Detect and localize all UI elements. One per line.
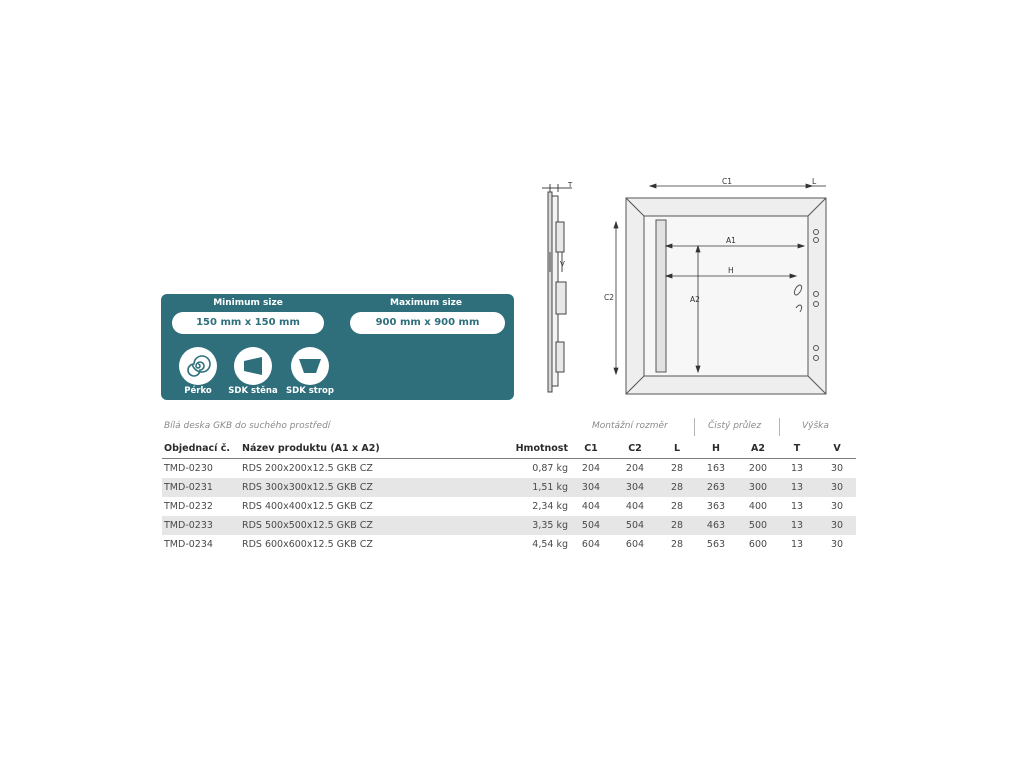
cell-h: 363 bbox=[706, 501, 726, 512]
cell-a2: 300 bbox=[748, 482, 768, 493]
cell-code: TMD-0230 bbox=[164, 463, 213, 474]
dim-label-l: L bbox=[812, 177, 817, 186]
cell-l: 28 bbox=[670, 501, 684, 512]
table-row bbox=[162, 535, 856, 554]
header-code: Objednací č. bbox=[164, 443, 230, 454]
table-caption: Bílá deska GKB do suchého prostředí bbox=[164, 421, 331, 431]
table-header-row bbox=[162, 436, 856, 459]
cell-a2: 400 bbox=[748, 501, 768, 512]
cell-name: RDS 400x400x12.5 GKB CZ bbox=[242, 501, 373, 512]
cell-a2: 500 bbox=[748, 520, 768, 531]
cell-h: 563 bbox=[706, 539, 726, 550]
cell-mass: 3,35 kg bbox=[532, 520, 568, 531]
table-caption-row bbox=[162, 418, 856, 436]
cell-code: TMD-0234 bbox=[164, 539, 213, 550]
cell-mass: 4,54 kg bbox=[532, 539, 568, 550]
cell-h: 463 bbox=[706, 520, 726, 531]
group-separator bbox=[779, 418, 780, 436]
cell-c2: 204 bbox=[625, 463, 645, 474]
cell-c1: 404 bbox=[581, 501, 601, 512]
table-row bbox=[162, 497, 856, 516]
cell-a2: 600 bbox=[748, 539, 768, 550]
group-height-label: Výška bbox=[802, 421, 829, 431]
table-row bbox=[162, 478, 856, 497]
side-label-v: V bbox=[560, 260, 565, 268]
size-info-panel bbox=[161, 294, 514, 400]
cell-mass: 0,87 kg bbox=[532, 463, 568, 474]
drywall-ceiling-label: SDK strop bbox=[286, 386, 334, 396]
cell-c2: 404 bbox=[625, 501, 645, 512]
cell-c1: 504 bbox=[581, 520, 601, 531]
max-size-title: Maximum size bbox=[390, 298, 462, 308]
cell-l: 28 bbox=[670, 520, 684, 531]
group-separator bbox=[694, 418, 695, 436]
dim-label-a2: A2 bbox=[690, 295, 700, 304]
header-name: Název produktu (A1 x A2) bbox=[242, 443, 380, 454]
cell-t: 13 bbox=[790, 501, 804, 512]
cell-c2: 604 bbox=[625, 539, 645, 550]
min-size-value: 150 mm x 150 mm bbox=[172, 312, 324, 334]
drywall-wall-label: SDK stěna bbox=[228, 386, 278, 396]
cell-l: 28 bbox=[670, 539, 684, 550]
dim-label-a1: A1 bbox=[726, 236, 736, 245]
cell-v: 30 bbox=[830, 463, 844, 474]
table-row bbox=[162, 459, 856, 478]
dim-label-h: H bbox=[728, 266, 734, 275]
cell-name: RDS 500x500x12.5 GKB CZ bbox=[242, 520, 373, 531]
header-a2: A2 bbox=[751, 443, 765, 454]
cell-v: 30 bbox=[830, 539, 844, 550]
cell-c1: 604 bbox=[581, 539, 601, 550]
drywall-ceiling-icon bbox=[291, 347, 329, 385]
cell-code: TMD-0233 bbox=[164, 520, 213, 531]
cell-code: TMD-0231 bbox=[164, 482, 213, 493]
cell-a2: 200 bbox=[748, 463, 768, 474]
spring-label: Pérko bbox=[184, 386, 212, 396]
header-h: H bbox=[712, 443, 720, 454]
header-l: L bbox=[673, 443, 681, 454]
cell-h: 163 bbox=[706, 463, 726, 474]
header-v: V bbox=[833, 443, 841, 454]
cell-name: RDS 200x200x12.5 GKB CZ bbox=[242, 463, 373, 474]
side-label-t: T bbox=[568, 182, 573, 189]
cell-name: RDS 600x600x12.5 GKB CZ bbox=[242, 539, 373, 550]
cell-t: 13 bbox=[790, 520, 804, 531]
cell-v: 30 bbox=[830, 501, 844, 512]
cell-l: 28 bbox=[670, 482, 684, 493]
table-row bbox=[162, 516, 856, 535]
dim-label-c2: C2 bbox=[604, 293, 615, 302]
product-table bbox=[162, 418, 856, 554]
cell-t: 13 bbox=[790, 482, 804, 493]
cell-c2: 504 bbox=[625, 520, 645, 531]
front-view-drawing bbox=[600, 176, 832, 396]
cell-h: 263 bbox=[706, 482, 726, 493]
header-t: T bbox=[793, 443, 801, 454]
cell-c1: 204 bbox=[581, 463, 601, 474]
side-section-drawing bbox=[536, 182, 586, 398]
spring-icon bbox=[179, 347, 217, 385]
header-c2: C2 bbox=[628, 443, 642, 454]
cell-v: 30 bbox=[830, 520, 844, 531]
header-mass: Hmotnost bbox=[515, 443, 568, 454]
max-size-value: 900 mm x 900 mm bbox=[350, 312, 505, 334]
drywall-wall-icon bbox=[234, 347, 272, 385]
min-size-title: Minimum size bbox=[213, 298, 283, 308]
cell-l: 28 bbox=[670, 463, 684, 474]
cell-c1: 304 bbox=[581, 482, 601, 493]
cell-t: 13 bbox=[790, 463, 804, 474]
header-c1: C1 bbox=[584, 443, 598, 454]
cell-mass: 2,34 kg bbox=[532, 501, 568, 512]
cell-t: 13 bbox=[790, 539, 804, 550]
dim-label-c1: C1 bbox=[722, 177, 733, 186]
cell-code: TMD-0232 bbox=[164, 501, 213, 512]
cell-mass: 1,51 kg bbox=[532, 482, 568, 493]
cell-v: 30 bbox=[830, 482, 844, 493]
cell-name: RDS 300x300x12.5 GKB CZ bbox=[242, 482, 373, 493]
cell-c2: 304 bbox=[625, 482, 645, 493]
group-clear-label: Čistý průlez bbox=[708, 421, 762, 431]
group-mount-label: Montážní rozměr bbox=[592, 421, 668, 431]
